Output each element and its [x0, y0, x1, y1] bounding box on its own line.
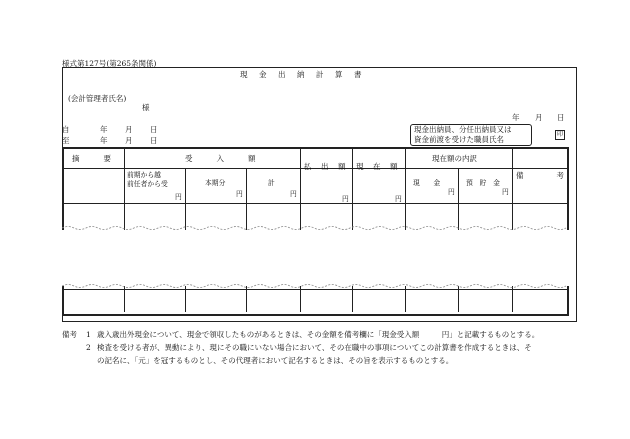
note-1-text: 歳入歳出外現金について、現金で領収したものがあるときは、その金額を備考欄に「現金受入額 円」と記載するものとする。	[97, 330, 540, 339]
sub-prev-line1: 前期から越	[127, 171, 161, 179]
cashier-label-line2: 資金前渡を受けた職員氏名	[414, 135, 504, 144]
period-from: 自	[62, 125, 70, 134]
note-2-text-line2: の記名に、「元」を冠するものとし、その代理者において記名するときは、その旨を表示するものとする。	[97, 356, 454, 365]
date-day: 日	[557, 113, 565, 122]
period-to-month: 月	[125, 136, 133, 145]
manager-name-label: (会計管理者氏名)	[68, 94, 127, 103]
sub-this-period: 本期分	[205, 179, 226, 187]
col-breakdown-header: 現在額の内訳	[432, 154, 477, 163]
unit-paid: 円	[342, 195, 349, 203]
unit-total: 円	[290, 190, 297, 198]
unit-current: 円	[395, 195, 402, 203]
period-to-day: 日	[150, 136, 158, 145]
page-title: 現 金 出 納 計 算 書	[240, 70, 364, 79]
period-to: 至	[62, 136, 70, 145]
date-month: 月	[535, 113, 543, 122]
col-summary-header: 摘 要	[72, 154, 114, 163]
sub-total: 計	[268, 179, 275, 187]
cashier-label-line1: 現金出納員、分任出納員又は	[414, 125, 512, 134]
break-mark-bottom	[62, 283, 568, 289]
period-from-year: 年	[100, 125, 108, 134]
unit-this-period: 円	[236, 190, 243, 198]
sub-cash: 現 金	[413, 179, 441, 187]
unit-cash: 円	[448, 188, 455, 196]
col-remarks-header: 備 考	[516, 171, 570, 180]
form-number: 様式第127号(第265条関係)	[62, 59, 157, 68]
period-from-month: 月	[125, 125, 133, 134]
date-year: 年	[512, 113, 520, 122]
notes-label: 備考	[62, 330, 77, 339]
seal-mark: 印	[556, 131, 563, 138]
col-received-header: 受 入 額	[185, 154, 259, 163]
manager-honorific: 様	[142, 103, 150, 112]
unit-deposit: 円	[502, 188, 509, 196]
col-paid-header: 払 出 額	[304, 162, 347, 171]
col-current-header: 現 在 額	[356, 162, 399, 171]
period-to-year: 年	[100, 136, 108, 145]
period-from-day: 日	[150, 125, 158, 134]
unit-prev: 円	[175, 193, 182, 201]
note-1-number: 1	[86, 330, 91, 339]
sub-deposit: 預 貯 金	[466, 179, 500, 187]
note-2-text-line1: 検査を受ける者が、異動により、現にその職にいない場合において、その在職中の事項についてこの計算書を作成するときは、そ	[97, 343, 532, 352]
note-2-number: 2	[86, 343, 91, 352]
break-gap	[60, 230, 570, 286]
sub-prev-line2: 前任者から受	[127, 180, 168, 188]
